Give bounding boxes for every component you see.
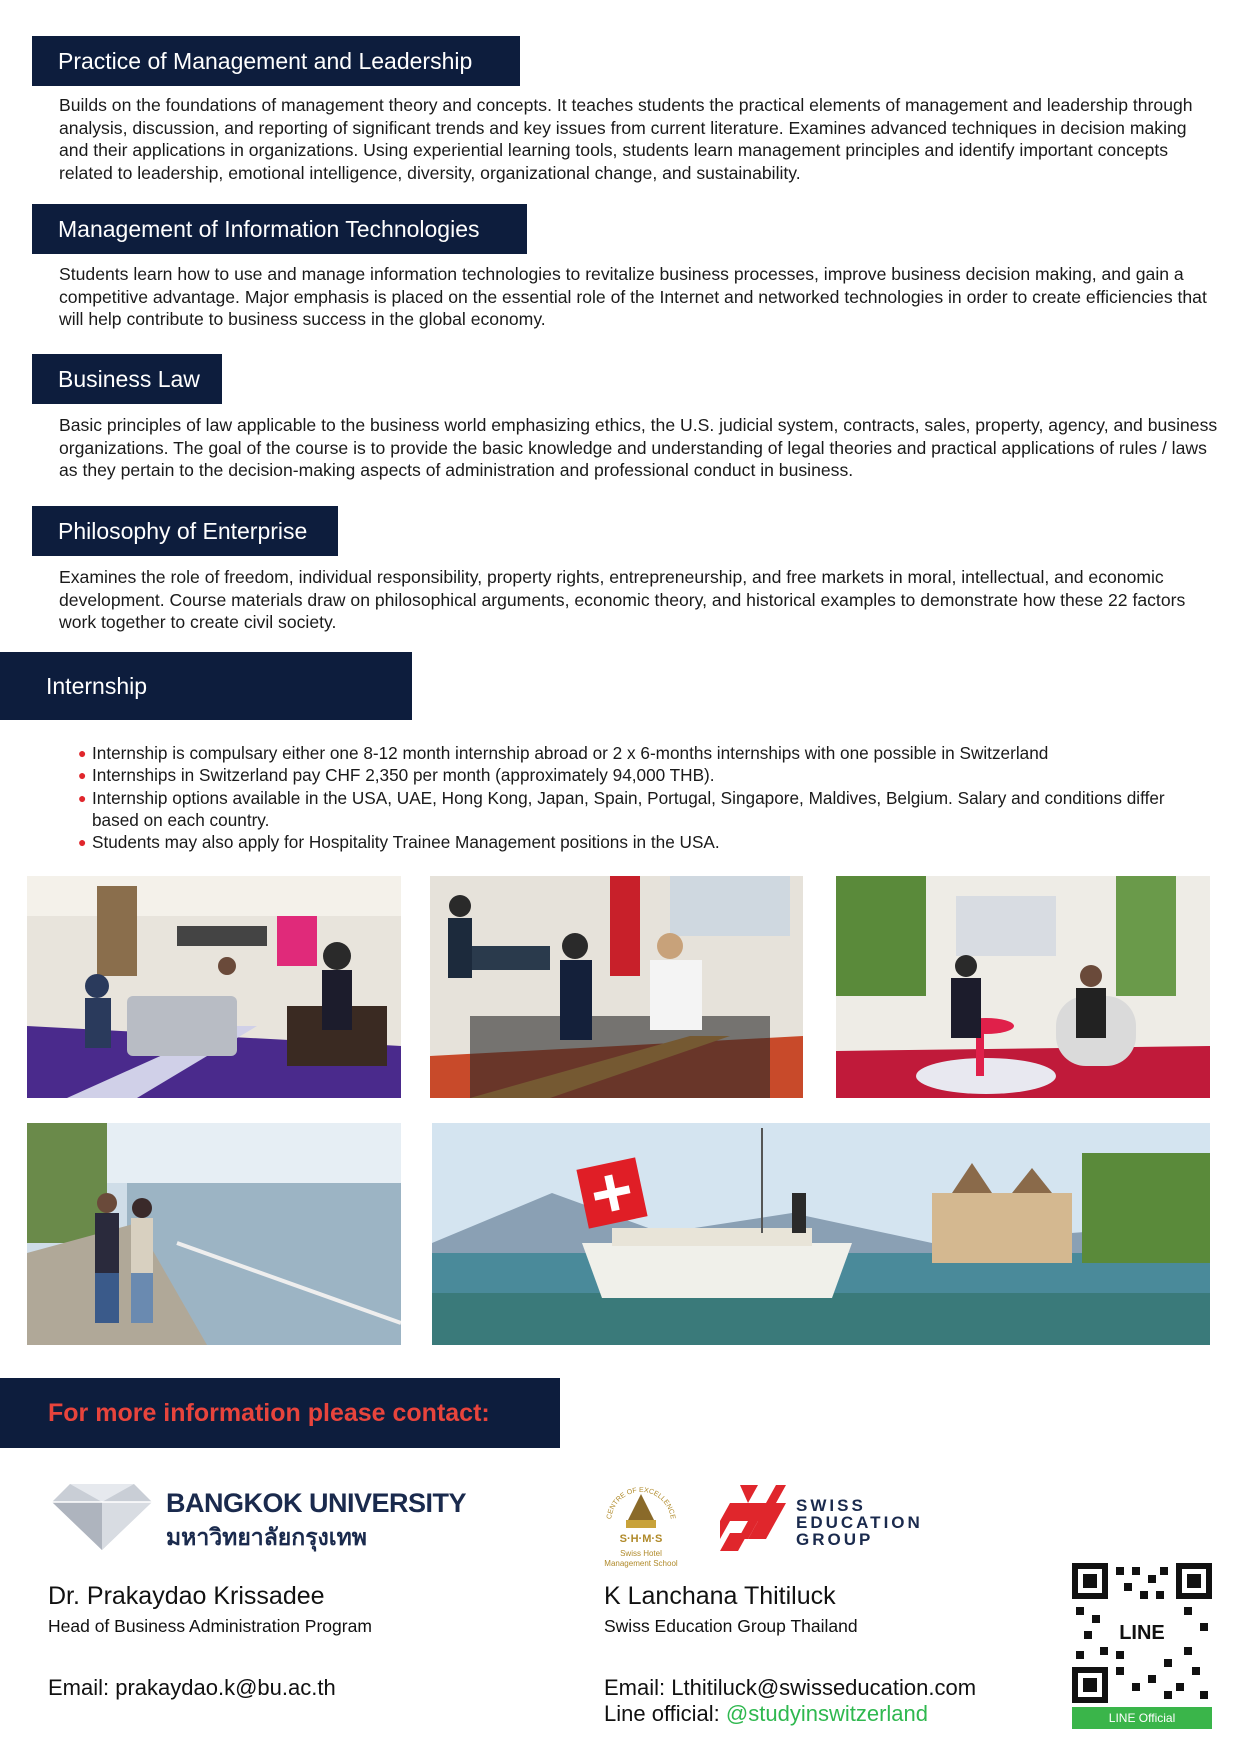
internship-bullet-list (78, 742, 1178, 853)
seg-cross-icon (720, 1485, 786, 1551)
line-id-link[interactable]: @studyinswitzerland (725, 1701, 928, 1726)
contact-email-bu[interactable]: Email: prakaydao.k@bu.ac.th (48, 1675, 336, 1700)
photo-lakeside-walk (27, 1123, 401, 1345)
bangkok-university-logo (52, 1484, 152, 1550)
contact-name-seg: K Lanchana Thitiluck (604, 1582, 836, 1610)
contact-name-bu: Dr. Prakaydao Krissadee (48, 1582, 325, 1610)
course-title-business-law: Business Law (32, 354, 222, 404)
svg-text:Management School: Management School (604, 1559, 678, 1568)
svg-text:S·H·M·S: S·H·M·S (619, 1533, 663, 1545)
svg-text:CENTRE OF EXCELLENCE: CENTRE OF EXCELLENCE (606, 1486, 676, 1520)
contact-header: For more information please contact: (0, 1378, 560, 1448)
bullet-dot-icon: ● (78, 767, 87, 784)
bullet-dot-icon: ● (78, 745, 87, 761)
diamond-icon (52, 1484, 152, 1550)
list-item: ● Internship options available in the USA, UAE, Hong Kong, Japan, Spain, Portugal, Singapore, Maldives, Belgium. Salary and conditions differ based on each country. (78, 787, 1165, 830)
bangkok-university-wordmark: BANGKOK UNIVERSITY (166, 1488, 467, 1518)
course-title-philosophy-enterprise: Philosophy of Enterprise (32, 506, 338, 556)
bullet-dot-icon: ● (78, 789, 87, 806)
line-official-badge: LINE Official (1072, 1707, 1212, 1729)
shms-logo (598, 1480, 684, 1580)
svg-text:Swiss Hotel: Swiss Hotel (620, 1549, 662, 1558)
course-description-business-law: Basic principles of law applicable to the business world emphasizing ethics, the U.S. judicial system, contracts, sales, property, agency, and business organizations. The goal of the course is to provide the basic knowledge and understanding of legal theories and practical applications of rules / laws as they pertain to the decision-making aspects of administration and professional conduct in business. (59, 415, 1218, 480)
photo-lake-geneva-castle (432, 1123, 1210, 1345)
course-title-management-leadership: Practice of Management and Leadership (32, 36, 520, 86)
line-qr-code[interactable] (1072, 1563, 1212, 1703)
course-description-philosophy-enterprise: Examines the role of freedom, individual responsibility, property rights, entrepreneurship, and free markets in moral, intellectual, and economic development. Course materials draw on philosophical arguments, economic theory, and historical examples to demonstrate how these 22 factors work together to create civil society. (59, 567, 1186, 632)
photo-games-room (430, 876, 803, 1098)
contact-line-official: Line official: @studyinswitzerland (604, 1701, 928, 1726)
contact-role-bu: Head of Business Administration Program (48, 1616, 372, 1636)
course-description-information-technologies: Students learn how to use and manage information technologies to revitalize business processes, improve business decision making, and gain a competitive advantage. Major emphasis is placed on the essential role of the Internet and networked technologies in order to create efficiencies that will help contribute to business success in the global economy. (59, 264, 1207, 329)
list-item: ● Students may also apply for Hospitality Trainee Management positions in the USA. (78, 832, 720, 853)
swiss-education-group-wordmark: SWISS EDUCATION GROUP (796, 1496, 923, 1549)
internship-header: Internship (0, 652, 412, 720)
contact-email-seg[interactable]: Email: Lthitiluck@swisseducation.com (604, 1675, 977, 1700)
bullet-dot-icon: ● (78, 834, 87, 851)
list-item: ● Internship is compulsary either one 8-12 month internship abroad or 2 x 6-months internships with one possible in Switzerland (78, 743, 1049, 763)
course-description-management-leadership: Builds on the foundations of management theory and concepts. It teaches students the practical elements of management and leadership through analysis, discussion, and reporting of significant trends and key issues from current literature. Examines advanced techniques in decision making and their applications in organizations. Using experiential learning tools, students learn management principles and identify important concepts related to leadership, emotional intelligence, diversity, organizational change, and sustainability. (59, 95, 1193, 183)
course-title-information-technologies: Management of Information Technologies (32, 204, 527, 254)
contact-role-seg: Swiss Education Group Thailand (604, 1616, 858, 1636)
photo-common-room (836, 876, 1210, 1098)
photo-lounge-students (27, 876, 401, 1098)
bangkok-university-thai-wordmark: มหาวิทยาลัยกรุงเทพ (166, 1524, 367, 1550)
swiss-education-group-logo (720, 1485, 786, 1551)
qr-code-icon (1072, 1563, 1212, 1703)
svg-text:LINE: LINE (1119, 1622, 1165, 1644)
shms-crest-icon (598, 1480, 684, 1580)
list-item: ● Internships in Switzerland pay CHF 2,350 per month (approximately 94,000 THB). (78, 765, 715, 786)
